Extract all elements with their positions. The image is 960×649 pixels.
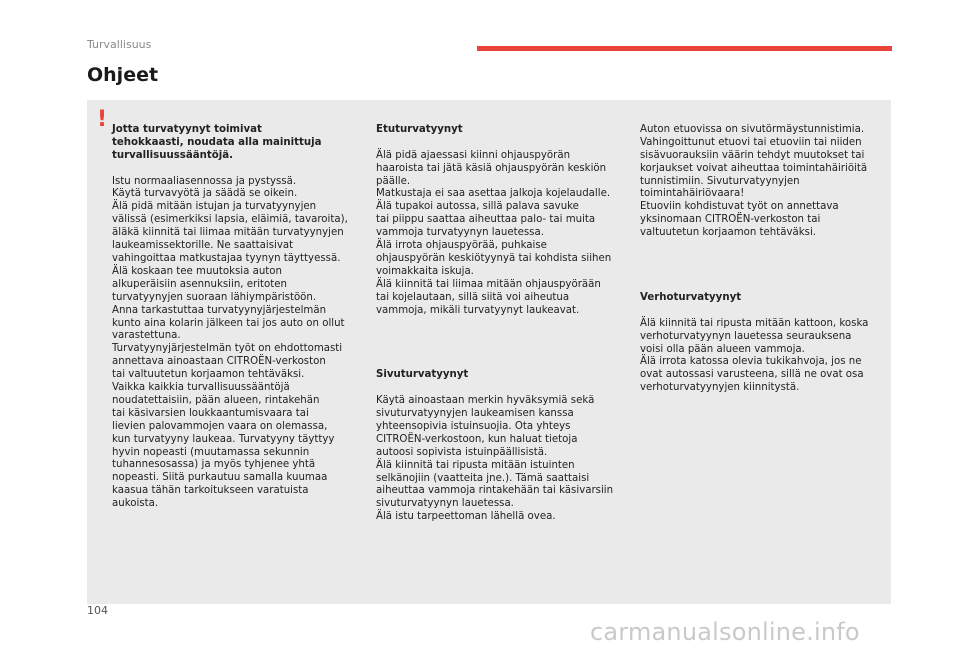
section-spacer xyxy=(640,253,886,279)
watermark: carmanualsonline.info xyxy=(590,618,860,646)
side-airbags-heading: Sivuturvatyynyt xyxy=(376,369,469,381)
section-spacer xyxy=(376,330,626,356)
column-front-and-side-airbags xyxy=(376,111,626,537)
warning-icon: ! xyxy=(96,107,108,132)
door-sensors-body: Auton etuovissa on sivutörmäystunnistimia. Vahingoittunut etuovi tai etuoviin tai niiden sisävuorauksiin väärin tehdyt muutokset tai korjaukset voivat aiheuttaa toimintahäiriöitä tunnistimiin. Sivuturvatyynyjen toimintahäiriövaara! Etuoviin kohdistuvat työt on annettava yksinomaan CITROËN-verkoston tai valtuutetun korjaamon tehtäväksi. xyxy=(640,123,868,239)
general-rules-heading: Jotta turvatyynyt toimivat tehokkaasti, noudata alla mainittuja turvallisuussääntöjä. xyxy=(112,123,322,161)
front-airbags-heading: Etuturvatyynyt xyxy=(376,123,463,135)
section-label: Turvallisuus xyxy=(87,38,152,51)
front-airbags-body: Älä pidä ajaessasi kiinni ohjauspyörän haaroista tai jätä käsiä ohjauspyörän keskiön päälle. Matkustaja ei saa asettaa jalkoja kojelaudalle. Älä tupakoi autossa, sillä palava savuke tai piippu saattaa aiheuttaa palo- tai muita vammoja turvatyynyn lauetessa. Älä irrota ohjauspyörää, puhkaise ohjauspyörän keskiötyynyä tai kohdista siihen voimakkaita iskuja. Älä kiinnitä tai liimaa mitään ohjauspyörään tai kojelautaan, sillä siitä voi aiheutua vammoja, mikäli turvatyynyt laukeavat. xyxy=(376,149,612,316)
curtain-airbags-body: Älä kiinnitä tai ripusta mitään kattoon, koska verhoturvatyynyn lauetessa seurauksena voisi olla pään alueen vammoja. Älä irrota katossa olevia tukikahvoja, jos ne ovat autossasi varusteena, sillä ne ovat osa verhoturvatyynyjen kiinnitystä. xyxy=(640,317,869,394)
side-airbags-body: Käytä ainoastaan merkin hyväksymiä sekä sivuturvatyynyjen laukeamisen kanssa yhteensopivia istuinsuojia. Ota yhteys CITROËN-verkostoon, kun haluat tietoja autoosi sopivista istuinpäällisistä. Älä kiinnitä tai ripusta mitään istuinten selkänojiin (vaatteita jne.). Tämä saattaisi aiheuttaa vammoja rintakehään tai käsivarsiin sivuturvatyynyn lauetessa. Älä istu tarpeettoman lähellä ovea. xyxy=(376,395,614,523)
column-general-rules xyxy=(112,111,362,524)
general-rules-body: Istu normaaliasennossa ja pystyssä. Käytä turvavyötä ja säädä se oikein. Älä pidä mitään istujan ja turvatyynyjen välissä (esimerkiksi lapsia, eläimiä, tavaroita), äläkä kiinnitä tai liimaa mitään turvatyynyjen laukeamissektorille. Ne saattaisivat vahingoittaa matkustajaa tyynyn täyttyessä. Älä koskaan tee muutoksia auton alkuperäisiin asennuksiin, eritoten turvatyynyjen suoraan lähiympäristöön. Anna tarkastuttaa turvatyynyjärjestelmän kunto aina kolarin jälkeen tai jos auto on ollut varastettuna. Turvatyynyjärjestelmän työt on ehdottomasti annettava ainoastaan CITROËN-verkoston tai valtuutetun korjaamon tehtäväksi. Vaikka kaikkia turvallisuussääntöjä noudatettaisiin, pään alueen, rintakehän tai käsivarsien loukkaantumisvaara tai lievien palovammojen vaara on olemassa, kun turvatyyny laukeaa. Turvatyyny täyttyy hyvin nopeasti (muutamassa sekunnin tuhannesosassa) ja myös tyhjenee yhtä nopeasti. Siitä purkautuu samalla kuumaa kaasua tähän tarkoitukseen varatuista aukoista. xyxy=(112,175,348,510)
section-accent-bar xyxy=(477,46,892,51)
page-title: Ohjeet xyxy=(87,64,159,86)
page-number: 104 xyxy=(87,604,108,617)
column-door-and-curtain-airbags xyxy=(640,111,886,408)
curtain-airbags-heading: Verhoturvatyynyt xyxy=(640,291,742,303)
